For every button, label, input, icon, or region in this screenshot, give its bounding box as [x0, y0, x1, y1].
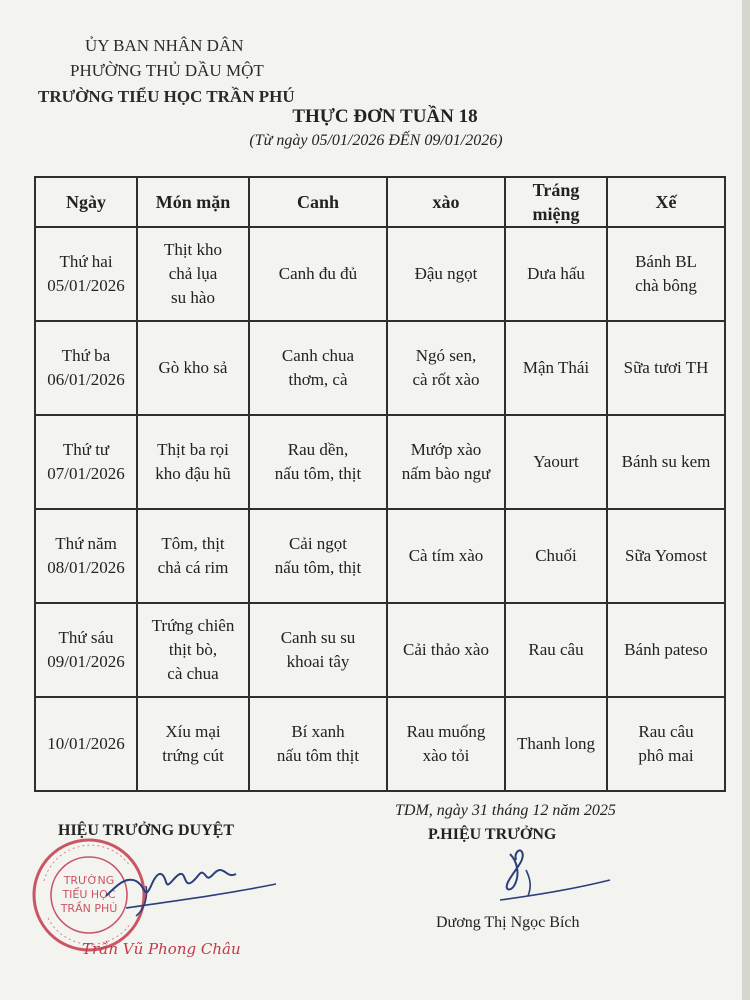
menu-title — [0, 106, 742, 128]
stir-fry-cell: Đậu ngọt — [387, 227, 505, 321]
main-dish-cell: Xíu mại trứng cút — [137, 697, 249, 791]
snack-cell: Rau câu phô mai — [607, 697, 725, 791]
table-row — [35, 227, 725, 321]
dessert-cell: Yaourt — [505, 415, 607, 509]
table-row — [35, 509, 725, 603]
table-row — [35, 415, 725, 509]
snack-cell: Bánh BL chà bông — [607, 227, 725, 321]
school-name: TRƯỜNG TIỂU HỌC TRẦN PHÚ — [38, 87, 295, 106]
soup-cell: Cải ngọt nấu tôm, thịt — [249, 509, 387, 603]
background-edge — [742, 0, 750, 1000]
approver-title: HIỆU TRƯỞNG DUYỆT — [58, 822, 235, 839]
header-cell: xào — [387, 177, 505, 227]
main-dish-cell: Thịt kho chả lụa su hào — [137, 227, 249, 321]
day-cell: Thứ hai 05/01/2026 — [35, 227, 137, 321]
main-dish-cell: Thịt ba rọi kho đậu hũ — [137, 415, 249, 509]
header-cell: Xế — [607, 177, 725, 227]
snack-cell: Bánh pateso — [607, 603, 725, 697]
svg-text:TRẦN PHÚ: TRẦN PHÚ — [60, 902, 118, 915]
vice-principal-title: P.HIỆU TRƯỞNG — [428, 826, 557, 843]
soup-cell: Canh chua thơm, cà — [249, 321, 387, 415]
soup-cell: Canh đu đủ — [249, 227, 387, 321]
table-row — [35, 697, 725, 791]
menu-table — [34, 176, 726, 792]
header-cell: Món mặn — [137, 177, 249, 227]
snack-cell: Sữa Yomost — [607, 509, 725, 603]
header-cell: Tráng miệng — [505, 177, 607, 227]
header-cell: Ngày — [35, 177, 137, 227]
dessert-cell: Dưa hấu — [505, 227, 607, 321]
main-dish-cell: Trứng chiên thịt bò, cà chua — [137, 603, 249, 697]
svg-text:TIỂU HỌC: TIỂU HỌC — [62, 888, 116, 901]
date-place: TDM, ngày 31 tháng 12 năm 2025 — [395, 802, 616, 819]
soup-cell: Bí xanh nấu tôm thịt — [249, 697, 387, 791]
snack-cell: Bánh su kem — [607, 415, 725, 509]
date-range — [0, 132, 742, 150]
svg-text:TRƯỜNG: TRƯỜNG — [63, 874, 115, 887]
dessert-cell: Thanh long — [505, 697, 607, 791]
principal-signature-icon — [96, 846, 286, 924]
table-row — [35, 321, 725, 415]
menu-title-text: THỰC ĐƠN TUẦN 18 — [292, 106, 478, 127]
org-line-2: PHƯỜNG THỦ DẦU MỘT — [70, 61, 264, 80]
dessert-cell: Rau câu — [505, 603, 607, 697]
org-line-1: ỦY BAN NHÂN DÂN — [85, 36, 244, 55]
header-cell: Canh — [249, 177, 387, 227]
main-dish-cell: Tôm, thịt chả cá rim — [137, 509, 249, 603]
stir-fry-cell: Ngó sen, cà rốt xào — [387, 321, 505, 415]
day-cell: 10/01/2026 — [35, 697, 137, 791]
day-cell: Thứ sáu 09/01/2026 — [35, 603, 137, 697]
snack-cell: Sữa tươi TH — [607, 321, 725, 415]
table-header-row — [35, 177, 725, 227]
table-row — [35, 603, 725, 697]
stir-fry-cell: Mướp xào nấm bào ngư — [387, 415, 505, 509]
main-dish-cell: Gò kho sả — [137, 321, 249, 415]
day-cell: Thứ năm 08/01/2026 — [35, 509, 137, 603]
dessert-cell: Chuối — [505, 509, 607, 603]
dessert-cell: Mận Thái — [505, 321, 607, 415]
principal-name: Trần Vũ Phong Châu — [82, 940, 241, 958]
stir-fry-cell: Cà tím xào — [387, 509, 505, 603]
day-cell: Thứ tư 07/01/2026 — [35, 415, 137, 509]
day-cell: Thứ ba 06/01/2026 — [35, 321, 137, 415]
stir-fry-cell: Rau muống xào tỏi — [387, 697, 505, 791]
vice-principal-name: Dương Thị Ngọc Bích — [436, 914, 580, 931]
vice-principal-signature-icon — [470, 840, 620, 910]
date-range-text: (Từ ngày 05/01/2026 ĐẾN 09/01/2026) — [249, 132, 503, 149]
soup-cell: Rau dền, nấu tôm, thịt — [249, 415, 387, 509]
soup-cell: Canh su su khoai tây — [249, 603, 387, 697]
stir-fry-cell: Cải thảo xào — [387, 603, 505, 697]
